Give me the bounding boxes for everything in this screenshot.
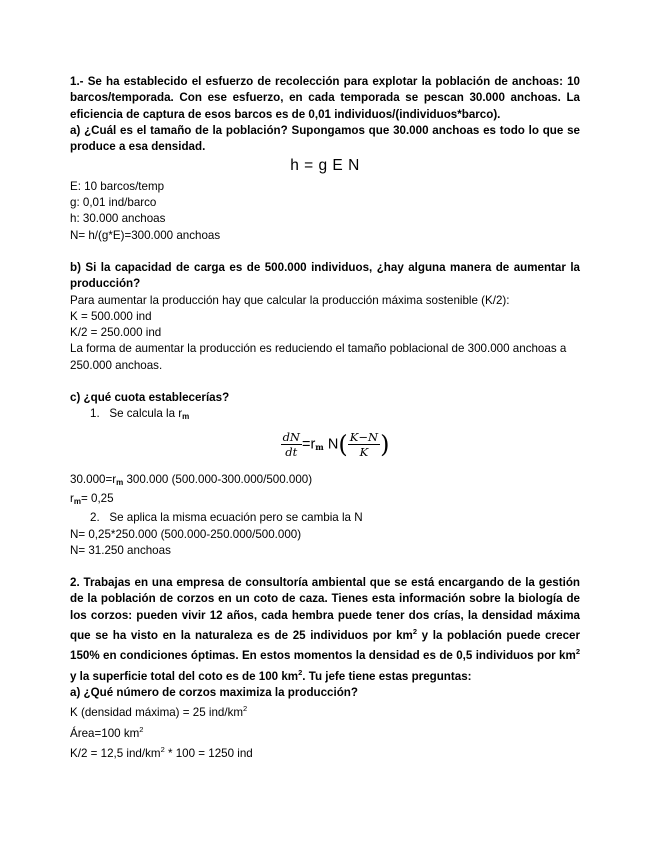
step-number: 2. [90,511,100,525]
q2-part-a: a) ¿Qué número de corzos maximiza la producción? [70,685,358,699]
q1-c-step1 [70,406,580,425]
q2-line: Área=100 $km^2$ [70,724,144,740]
q1-line: g: 0,01 ind/barco [70,196,157,210]
q1-b-line: Para aumentar la producción hay que calcular la producción máxima sostenible (K/2): [70,293,510,307]
document-page [70,74,580,762]
step-number: 1. [90,407,100,421]
step-text: Se aplica la misma ecuación pero se cambia la N [109,511,363,525]
q2-line: K (densidad máxima) = 25 ind/$km^2$ [70,704,248,720]
q1-line: E: 10 barcos/temp [70,179,165,193]
q1-part-c: c) ¿qué cuota establecerías? [70,391,230,405]
q1-c-calc: $30.000=r_m$ 300.000 (500.000-300.000/500.000) [70,472,313,487]
q2-line: K/2 = 12,5 ind/$km^2 * 100 = 1250$ ind [70,744,253,760]
subscript: m [182,412,190,422]
q1-c-line: N= 0,25*250.000 (500.000-250.000/500.000) [70,527,302,541]
q2-statement: 2. Trabajas en una empresa de consultoría ambiental que se está encargando de la gestión de la población de corzos en un coto de caza. Tienes esta información sobre la biología de los corzos: pueden vivir 12 años, cada hembra puede tener dos crías, la densidad máxima que se ha visto en la naturaleza es de 25 individuos por $km^2$ y la población puede crecer 150% en condiciones óptimas. En estos momentos la densidad es de 0,5 individuos por $km^2$ y la superficie total del coto es de 100 $km^2$. Tu jefe tiene estas preguntas: [70,576,580,683]
q1-line: N= h/(g*E)=300.000 anchoas [70,228,221,242]
q1-c-step2 [70,510,580,526]
q1-part-a: a) ¿Cuál es el tamaño de la población? Supongamos que 30.000 anchoas es todo lo que se produce a esa densidad. [70,123,580,154]
q1-b-line: K = 500.000 ind [70,309,152,323]
q1-c-rm: $r_m= 0,25$ [70,491,114,506]
logistic-equation: $\frac{dN}{dt}$ $=r_m$ N( $\frac{K-N}{K}$ ) [282,429,390,459]
q1-line: h: 30.000 anchoas [70,212,166,226]
q1-b-line: K/2 = 250.000 ind [70,326,162,340]
capacity-fraction: $\frac{K-N}{K}$ [349,429,379,459]
derivative-fraction: $\frac{dN}{dt}$ [282,429,300,459]
formula-h-gen: h = g E N [290,157,360,175]
step-text: Se calcula la r [109,407,183,421]
q1-b-line: La forma de aumentar la producción es reduciendo el tamaño poblacional de 300.000 anchoas a 250.000 anchoas. [70,342,567,372]
q1-part-b: b) Si la capacidad de carga es de 500.000 individuos, ¿hay alguna manera de aumentar la producción? [70,260,580,291]
q1-statement: 1.- Se ha establecido el esfuerzo de recolección para explotar la población de anchoas: 10 barcos/temporada. Con ese esfuerzo, en cada temporada se pescan 30.000 anchoas. La eficiencia de captura de esos barcos es de 0,01 individuos/(individuos*barco). [70,75,580,121]
q1-c-line: N= 31.250 anchoas [70,543,171,557]
